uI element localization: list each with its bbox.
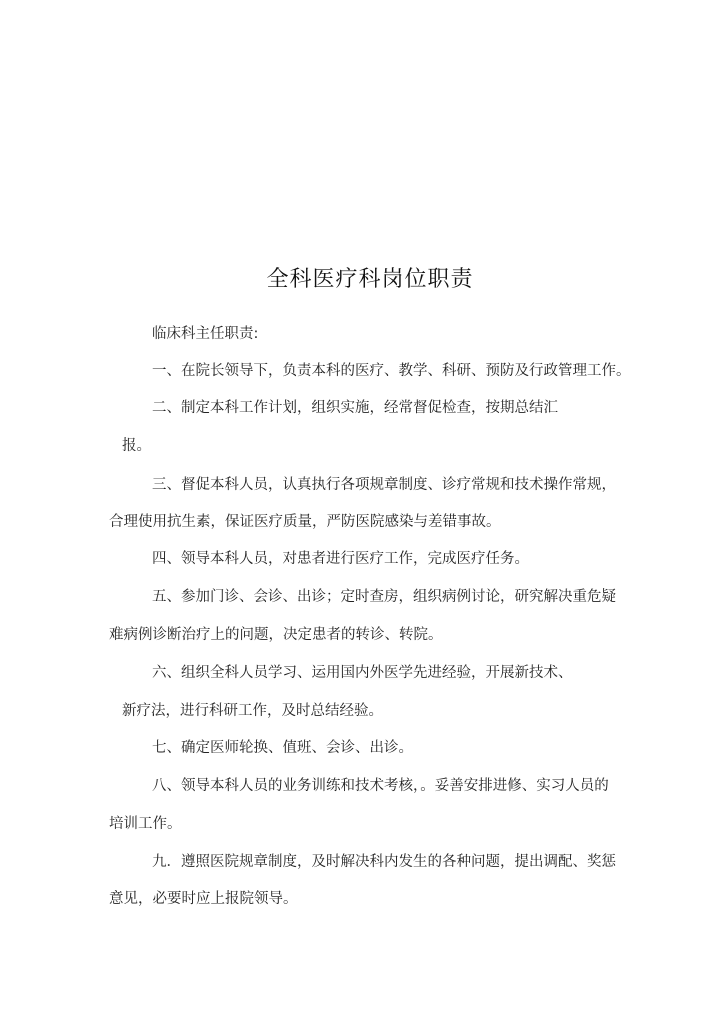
duty-item-1: 一、在院长领导下，负责本科的医疗、教学、科研、预防及行政管理工作。 [152, 363, 631, 379]
duty-item-2: 二、制定本科工作计划，组织实施，经常督促检查，按期总结汇 [152, 400, 558, 416]
duty-item-6: 六、组织全科人员学习、运用国内外医学先进经验，开展新技术、 [152, 665, 573, 681]
duty-item-3: 三、督促本科人员，认真执行各项规章制度、诊疗常规和技术操作常规， [152, 477, 616, 493]
duty-item-5-continued: 难病例诊断治疗上的问题，决定患者的转诊、转院。 [109, 627, 443, 643]
duty-item-2-continued: 报。 [122, 438, 151, 454]
duty-item-8: 八、领导本科人员的业务训练和技术考核，。妥善安排进修、实习人员的 [152, 778, 609, 794]
section-heading: 临床科主任职责: [152, 326, 259, 342]
duty-item-6-continued: 新疗法，进行科研工作，及时总结经验。 [122, 703, 383, 719]
duty-item-7: 七、确定医师轮换、值班、会诊、出诊。 [152, 740, 413, 756]
duty-item-4: 四、领导本科人员，对患者进行医疗工作，完成医疗任务。 [152, 551, 529, 567]
document-title: 全科医疗科岗位职责 [266, 267, 474, 292]
duty-item-3-continued: 合理使用抗生素，保证医疗质量，严防医院感染与差错事故。 [109, 514, 501, 530]
duty-item-8-continued: 培训工作。 [109, 816, 182, 832]
duty-item-5: 五、参加门诊、会诊、出诊；定时查房，组织病例讨论，研究解决重危疑 [152, 589, 616, 605]
duty-item-9-continued: 意见，必要时应上报院领导。 [109, 891, 298, 907]
duty-item-9: 九．遵照医院规章制度，及时解决科内发生的各种问题，提出调配、奖惩 [152, 854, 616, 870]
